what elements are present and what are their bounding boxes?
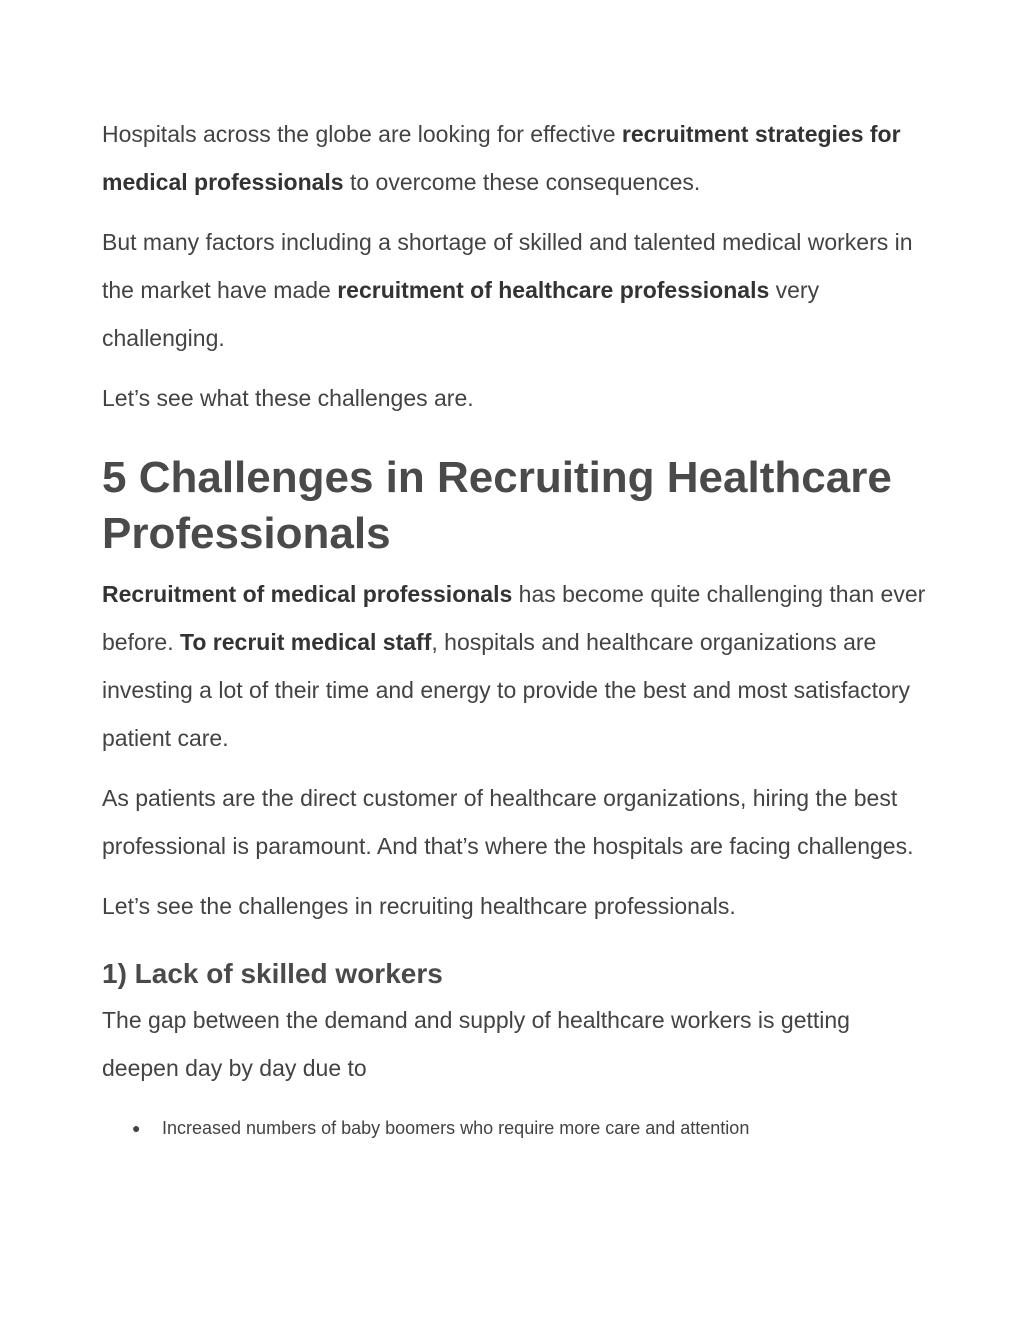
text-run: to overcome these consequences. bbox=[343, 169, 701, 195]
list-item-text: Increased numbers of baby boomers who require more care and attention bbox=[162, 1118, 750, 1138]
text-run: very challenging. bbox=[102, 277, 820, 351]
list-item bbox=[102, 1114, 932, 1142]
section-heading: 5 Challenges in Recruiting Healthcare Professionals bbox=[102, 453, 892, 558]
gap-paragraph: The gap between the demand and supply of healthcare workers is getting deepen day by day due to bbox=[102, 1007, 850, 1081]
recruitment-paragraph bbox=[102, 570, 932, 762]
bold-phrase: To recruit medical staff bbox=[180, 629, 432, 655]
bullet-list bbox=[102, 1114, 932, 1142]
subsection-heading: 1) Lack of skilled workers bbox=[102, 958, 443, 989]
patients-paragraph: As patients are the direct customer of healthcare organizations, hiring the best professional is paramount. And that’s where the hospitals are facing challenges. bbox=[102, 785, 914, 859]
text-run: has become quite challenging than ever before. bbox=[102, 581, 926, 655]
intro-paragraph bbox=[102, 110, 932, 206]
text-run: Hospitals across the globe are looking for effective bbox=[102, 121, 622, 147]
challenges-intro-paragraph: Let’s see the challenges in recruiting healthcare professionals. bbox=[102, 893, 736, 919]
bold-phrase: recruitment of healthcare professionals bbox=[337, 277, 770, 303]
bullet-icon: ● bbox=[132, 1120, 141, 1136]
text-run: But many factors including a shortage of skilled and talented medical workers in the market have made bbox=[102, 229, 913, 303]
text-run: , hospitals and healthcare organizations are investing a lot of their time and energy to provide the best and most satisfactory patient care. bbox=[102, 629, 910, 751]
document-page bbox=[102, 110, 932, 1142]
bold-phrase: Recruitment of medical professionals bbox=[102, 581, 513, 607]
transition-paragraph: Let’s see what these challenges are. bbox=[102, 385, 474, 411]
factors-paragraph bbox=[102, 218, 932, 362]
bold-phrase: recruitment strategies for medical professionals bbox=[102, 121, 901, 195]
